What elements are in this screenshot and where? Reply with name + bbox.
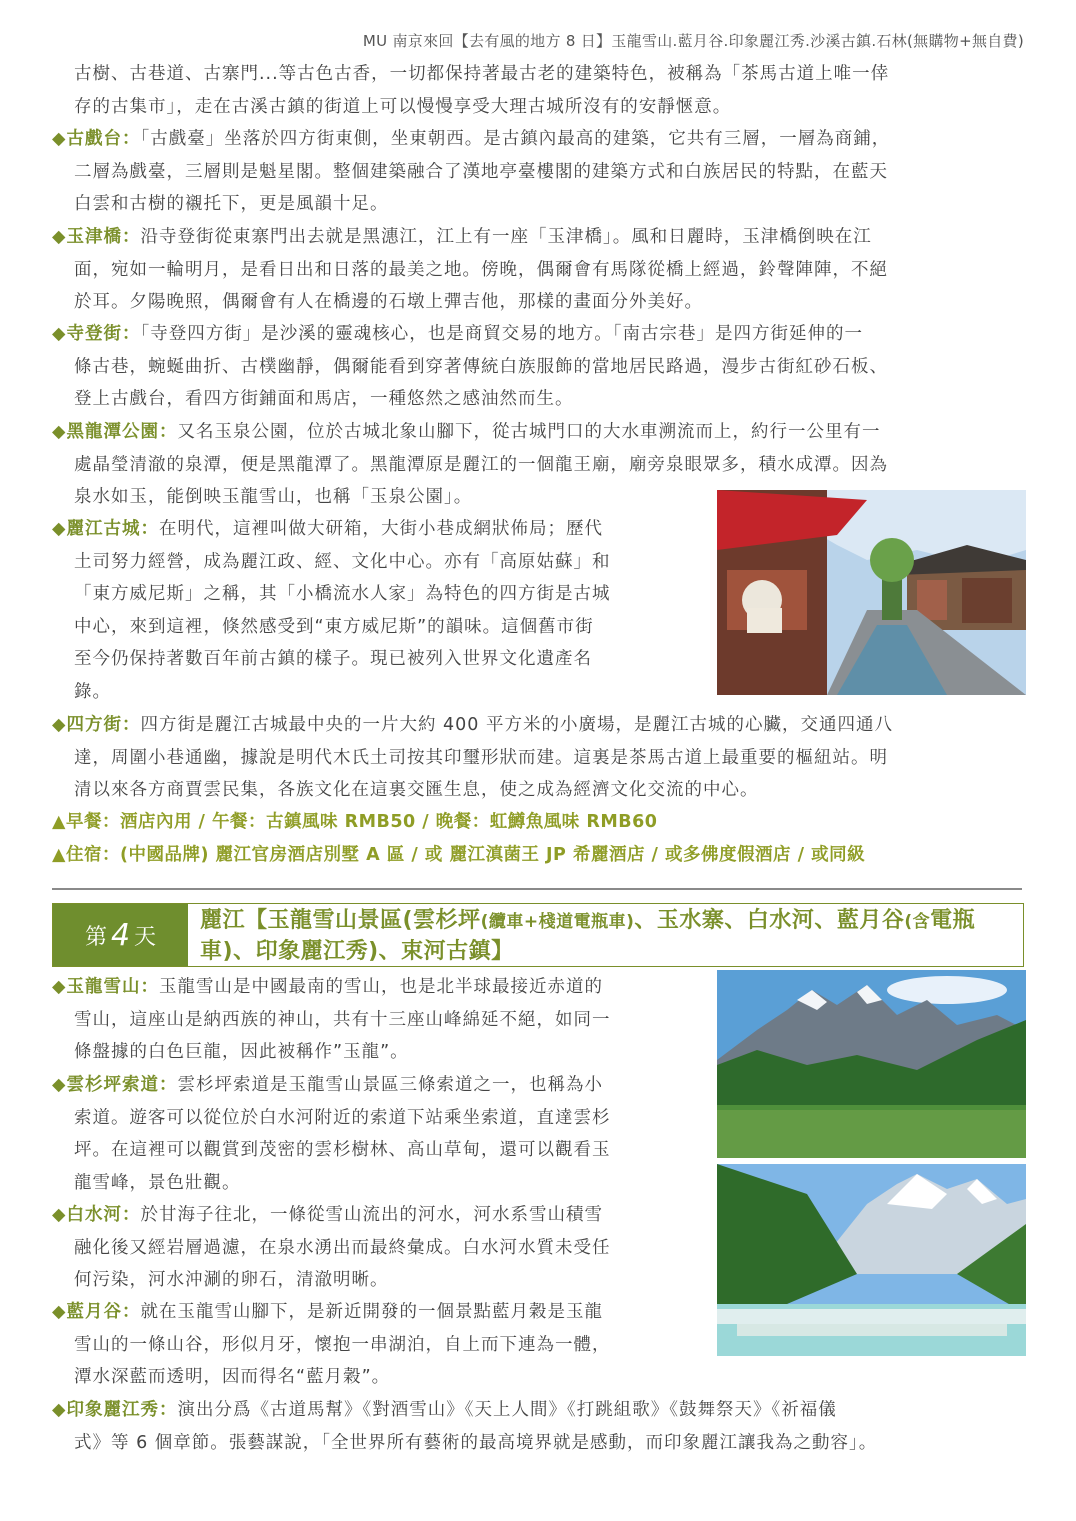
section-text: 四方街是麗江古城最中央的一片大約 400 平方米的小廣場，是麗江古城的心臟，交通四通八 <box>140 715 893 735</box>
section-yujinqiao <box>52 221 888 319</box>
section-title: 黑龍潭公園： <box>66 422 178 442</box>
diamond-icon: ◆ <box>52 227 67 247</box>
day-prefix: 第 <box>84 924 107 950</box>
section-text: 二層為戲臺，三層則是魁星閣。整個建築融合了漢地亭臺樓閣的建築方式和白族居民的特點，在藍天 <box>74 161 888 182</box>
day-badge <box>53 904 188 966</box>
section-sifangjie <box>52 709 893 807</box>
section-title: 雲杉坪索道： <box>66 1075 178 1095</box>
day-number: 4 <box>110 917 131 953</box>
section-text: 中心，來到這裡，倏然感受到“東方威尼斯”的韻味。這個舊市街 <box>74 616 594 637</box>
section-baishuihe <box>52 1199 611 1297</box>
section-yulong <box>52 971 611 1069</box>
day-title-part: 麗江【玉龍雪山景區(雲杉坪 <box>200 908 481 933</box>
day-suffix: 天 <box>134 924 157 950</box>
section-divider <box>52 888 1022 890</box>
lijiang-photo-graphic <box>717 490 1026 695</box>
diamond-icon: ◆ <box>52 977 67 997</box>
section-text: 「古戲臺」坐落於四方街東側，坐東朝西。是古鎮內最高的建築，它共有三層，一層為商鋪， <box>140 129 891 149</box>
section-text: 又名玉泉公園，位於古城北象山腳下，從古城門口的大水車溯流而上，約行一公里有一 <box>177 422 881 442</box>
section-title: 印象麗江秀： <box>66 1400 178 1420</box>
diamond-icon: ◆ <box>52 1075 67 1095</box>
section-text: 白雲和古樹的襯托下，更是風韻十足。 <box>74 194 389 214</box>
day-title-part: 電瓶車) <box>200 908 976 964</box>
section-text: 清以來各方商賈雲民集，各族文化在這裏交匯生息，使之成為經濟文化交流的中心。 <box>74 780 759 800</box>
section-text: 在明代，這裡叫做大研箱，大街小巷成網狀佈局；歷代 <box>158 519 603 539</box>
section-text: 土司努力經營，成為麗江政、經、文化中心。亦有「高原姑蘇」和 <box>74 551 611 572</box>
section-text: 面，宛如一輪明月，是看日出和日落的最美之地。傍晚，偶爾會有馬隊從橋上經過，鈴聲陣陣，不絕 <box>74 259 888 280</box>
section-title: 古戲台： <box>66 129 141 149</box>
diamond-icon: ◆ <box>52 715 67 735</box>
section-text: 就在玉龍雪山腳下，是新近開發的一個景點藍月穀是玉龍 <box>140 1302 603 1322</box>
intro-line: 古樹、古巷道、古寨門...等古色古香，一切都保持著最古老的建築特色，被稱為「茶馬古道上唯一倖 <box>74 64 890 84</box>
section-text: 錄。 <box>74 681 111 702</box>
lijiang-old-town-photo <box>717 490 1026 695</box>
section-text: 融化後又經岩層過濾，在泉水湧出而最終彙成。白水河水質未受任 <box>74 1237 611 1258</box>
diamond-icon: ◆ <box>52 324 67 344</box>
day-title-part: 、玉水寨、白水河、藍月谷 <box>634 908 905 933</box>
day-4-banner <box>52 903 1024 967</box>
jade-dragon-lake-photo <box>717 970 1026 1158</box>
section-text: 處晶瑩清澈的泉潭，便是黑龍潭了。黑龍潭原是麗江的一個龍王廟，廟旁泉眼眾多，積水成潭。因為 <box>74 454 888 475</box>
section-text: 何污染，河水沖涮的卵石，清澈明晰。 <box>74 1270 389 1290</box>
section-title: 四方街： <box>66 715 141 735</box>
section-text: 沿寺登街從東寨門出去就是黑潓江，江上有一座「玉津橋」。風和日麗時，玉津橋倒映在江 <box>140 227 872 247</box>
section-title: 麗江古城： <box>66 519 159 539</box>
section-title: 白水河： <box>66 1205 141 1225</box>
diamond-icon: ◆ <box>52 1302 67 1322</box>
day-title-part: 、印象麗江秀)、束河古鎮】 <box>233 939 514 964</box>
blue-moon-valley-photo <box>717 1164 1026 1356</box>
section-lanyuegu <box>52 1296 611 1394</box>
section-text: 式》等 6 個章節。張藝謀說，「全世界所有藝術的最高境界就是感動，而印象麗江讓我為之動容」。 <box>74 1432 878 1453</box>
section-text: 「東方威尼斯」之稱，其「小橋流水人家」為特色的四方街是古城 <box>74 584 611 604</box>
section-title: 寺登街： <box>66 324 141 344</box>
valley-photo-graphic <box>717 1164 1026 1356</box>
section-text: 坪。在這裡可以觀賞到茂密的雲杉樹林、高山草甸，還可以觀看玉 <box>74 1140 611 1160</box>
section-yunshanping <box>52 1069 611 1199</box>
intro-line: 存的古集市」，走在古溪古鎮的街道上可以慢慢享受大理古城所沒有的安靜愜意。 <box>74 96 732 117</box>
section-text: 索道。遊客可以從位於白水河附近的索道下站乘坐索道，直達雲杉 <box>74 1107 611 1128</box>
section-text: 潭水深藍而透明，因而得名“藍月穀”。 <box>74 1367 391 1387</box>
section-text: 演出分爲《古道馬幫》《對酒雪山》《天上人間》《打跳組歌》《鼓舞祭天》《祈福儀 <box>177 1400 837 1420</box>
intro-paragraph <box>52 58 889 123</box>
diamond-icon: ◆ <box>52 519 67 539</box>
section-title: 藍月谷： <box>66 1302 141 1322</box>
section-sidengjie <box>52 318 888 416</box>
diamond-icon: ◆ <box>52 1400 67 1420</box>
hotel-line: ▲住宿：(中國品牌) 麗江官房酒店別墅 A 區 / 或 麗江滇菌王 JP 希麗酒店 / 或多佛度假酒店 / 或同級 <box>52 845 866 865</box>
section-text: 達，周圍小巷通幽，據說是明代木氏土司按其印璽形狀而建。這裏是茶馬古道上最重要的樞紐站。明 <box>74 747 888 768</box>
section-yinxiang <box>52 1394 877 1459</box>
section-gudetai <box>52 123 890 221</box>
day-title-part: (纜車+棧道電瓶車) <box>480 912 635 932</box>
document-header: MU 南京來回【去有風的地方 8 日】玉龍雪山.藍月谷.印象麗江秀.沙溪古鎮.石林(無購物+無自費) <box>362 32 1024 50</box>
section-text: 泉水如玉，能倒映玉龍雪山，也稱「玉泉公園」。 <box>74 487 473 507</box>
section-text: 於甘海子往北，一條從雪山流出的河水，河水系雪山積雪 <box>140 1205 603 1225</box>
day-title-part: (含 <box>904 912 931 932</box>
meals-line: ▲早餐：酒店內用 / 午餐：古鎮風味 RMB50 / 晚餐：虹鱒魚風味 RMB60 <box>52 812 658 832</box>
section-text: 於耳。夕陽晚照，偶爾會有人在橋邊的石墩上彈吉他，那樣的畫面分外美好。 <box>74 292 703 312</box>
section-text: 條古巷，蜿蜒曲折、古樸幽靜，偶爾能看到穿著傳統白族服飾的當地居民路過，漫步古街紅砂石板、 <box>74 356 888 377</box>
diamond-icon: ◆ <box>52 1205 67 1225</box>
section-text: 登上古戲台，看四方街鋪面和馬店，一種悠然之感油然而生。 <box>74 389 574 409</box>
section-text: 至今仍保持著數百年前古鎮的樣子。現已被列入世界文化遺產名 <box>74 649 592 669</box>
section-text: 「寺登四方街」是沙溪的靈魂核心，也是商貿交易的地方。「南古宗巷」是四方街延伸的一 <box>140 324 863 344</box>
section-text: 雲杉坪索道是玉龍雪山景區三條索道之一，也稱為小 <box>177 1075 603 1095</box>
section-text: 條盤據的白色巨龍，因此被稱作”玉龍”。 <box>74 1042 409 1062</box>
section-text: 雪山，這座山是納西族的神山，共有十三座山峰綿延不絕，如同一 <box>74 1009 611 1030</box>
section-lijiang <box>52 513 611 708</box>
section-text: 雪山的一條山谷，形似月牙，懷抱一串湖泊，自上而下連為一體， <box>74 1334 611 1355</box>
section-title: 玉津橋： <box>66 227 141 247</box>
section-text: 龍雪峰，景色壯觀。 <box>74 1172 241 1193</box>
section-text: 玉龍雪山是中國最南的雪山，也是北半球最接近赤道的 <box>158 977 603 997</box>
day-title <box>200 906 1020 967</box>
section-title: 玉龍雪山： <box>66 977 159 997</box>
diamond-icon: ◆ <box>52 129 67 149</box>
lake-photo-graphic <box>717 970 1026 1158</box>
diamond-icon: ◆ <box>52 422 67 442</box>
